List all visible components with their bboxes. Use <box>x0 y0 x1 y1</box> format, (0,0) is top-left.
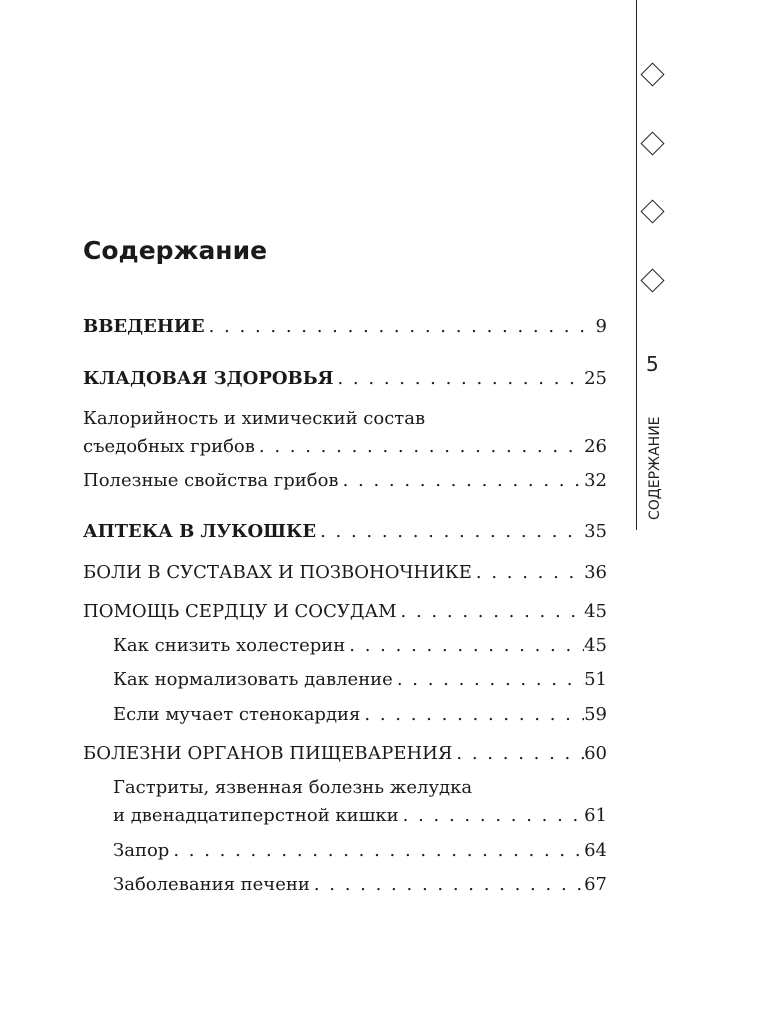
toc-entry[interactable] <box>113 632 607 660</box>
diamond-icon <box>640 62 664 86</box>
toc-entry-label: Как нормализовать давление <box>113 669 393 690</box>
toc-entry-label: и двенадцатиперстной кишки <box>113 805 399 826</box>
toc-entry-page: 59 <box>584 704 607 725</box>
toc-entry[interactable] <box>113 701 607 729</box>
toc-entry-label: ПОМОЩЬ СЕРДЦУ И СОСУДАМ <box>83 601 397 622</box>
leader-dots <box>452 740 584 768</box>
toc-entry[interactable] <box>113 666 607 694</box>
toc-entry-label: БОЛИ В СУСТАВАХ И ПОЗВОНОЧНИКЕ <box>83 562 472 583</box>
toc-entry-page: 45 <box>584 635 607 656</box>
diamond-icon <box>640 131 664 155</box>
leader-dots <box>333 365 584 393</box>
toc-entry-page: 26 <box>584 436 607 457</box>
leader-dots <box>339 467 585 495</box>
toc-entry[interactable] <box>113 871 607 899</box>
leader-dots <box>399 802 584 830</box>
toc-entry-page: 35 <box>584 521 607 542</box>
leader-dots <box>316 518 584 546</box>
page-number: 5 <box>646 352 659 376</box>
toc-entry-label: съедобных грибов <box>83 436 255 457</box>
page-title: Содержание <box>83 236 268 265</box>
toc-entry-label: ВВЕДЕНИЕ <box>83 316 205 337</box>
toc-entry[interactable] <box>113 837 607 865</box>
toc-entry-label: Заболевания печени <box>113 874 310 895</box>
toc-entry-label-line1: Гастриты, язвенная болезнь желудка <box>113 777 473 798</box>
leader-dots <box>397 598 585 626</box>
toc-entry-page: 67 <box>584 874 607 895</box>
toc-entry-page: 60 <box>584 743 607 764</box>
toc-entry[interactable] <box>83 433 607 461</box>
leader-dots <box>255 433 584 461</box>
diamond-icon <box>640 199 664 223</box>
toc-entry-label-line1: Калорийность и химический состав <box>83 408 426 429</box>
toc-entry-page: 51 <box>584 669 607 690</box>
leader-dots <box>472 559 584 587</box>
toc-entry[interactable] <box>83 467 607 495</box>
toc-entry-page: 9 <box>595 316 607 337</box>
toc-entry[interactable] <box>83 559 607 587</box>
diamond-icon <box>640 268 664 292</box>
leader-dots <box>310 871 584 899</box>
toc-entry-label: Если мучает стенокардия <box>113 704 361 725</box>
leader-dots <box>393 666 584 694</box>
margin-rule <box>636 0 637 530</box>
toc-entry-label: Полезные свойства грибов <box>83 470 339 491</box>
leader-dots <box>345 632 584 660</box>
toc-entry[interactable] <box>83 598 607 626</box>
toc-entry-page: 36 <box>584 562 607 583</box>
toc-entry-page: 64 <box>584 840 607 861</box>
toc-entry-label: Как снизить холестерин <box>113 635 346 656</box>
toc-entry-label: АПТЕКА В ЛУКОШКЕ <box>83 521 317 542</box>
toc-entry[interactable] <box>113 802 607 830</box>
leader-dots <box>205 313 596 341</box>
toc-entry[interactable] <box>83 313 607 341</box>
toc-entry[interactable] <box>83 365 607 393</box>
leader-dots <box>169 837 584 865</box>
toc-entry-page: 25 <box>584 368 607 389</box>
toc-entry-label: БОЛЕЗНИ ОРГАНОВ ПИЩЕВАРЕНИЯ <box>83 743 453 764</box>
toc-entry-page: 32 <box>584 470 607 491</box>
toc-entry-label: КЛАДОВАЯ ЗДОРОВЬЯ <box>83 368 334 389</box>
toc-entry-page: 45 <box>584 601 607 622</box>
running-head: СОДЕРЖАНИЕ <box>647 416 663 520</box>
leader-dots <box>360 701 584 729</box>
toc-entry-page: 61 <box>584 805 607 826</box>
toc-entry[interactable] <box>83 740 607 768</box>
toc-entry-label: Запор <box>113 840 170 861</box>
toc-entry[interactable] <box>83 518 607 546</box>
